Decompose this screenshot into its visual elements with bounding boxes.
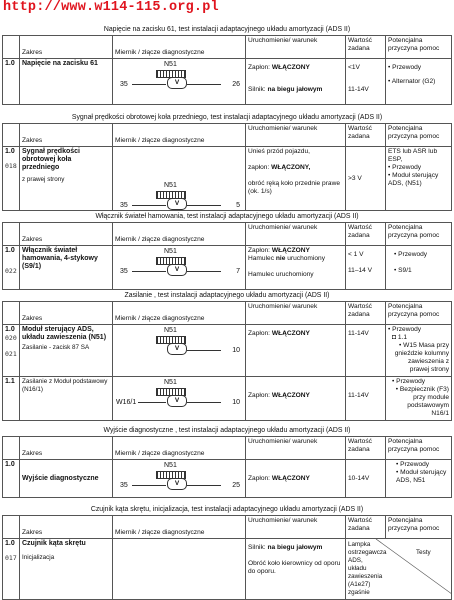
section-title: Zasilanie , test instalacji adaptacyjnego układu amortyzacji (ADS II) [124, 292, 330, 299]
test-code: 018 [5, 162, 17, 170]
header-przyczyna: Potencjalna przyczyna pomoc [386, 437, 452, 460]
condition-value: WŁĄCZONY [271, 247, 310, 254]
test-name: Napięcie na zacisku 61 [22, 60, 98, 67]
header-miernik: Miernik / złącze diagnostyczne [113, 302, 246, 325]
header-wartosc: Wartość zadana [346, 36, 386, 59]
connector-label: N51 [164, 462, 177, 469]
voltmeter-icon: V [167, 343, 187, 355]
header-miernik: Miernik / złącze diagnostyczne [113, 516, 246, 539]
condition-value: WŁĄCZONY [271, 64, 310, 71]
section-diagnostic-output [2, 425, 452, 498]
condition-value: na biegu jałowym [267, 86, 323, 93]
target-value: 11-14V [348, 330, 369, 337]
table-header [3, 124, 452, 147]
table-row [3, 377, 452, 421]
condition-label: Zapłon: [248, 330, 270, 337]
test-sub: z prawej strony [22, 176, 65, 183]
connector-label: N51 [164, 327, 177, 334]
cause-item: • Moduł sterujący ADS, (N51) [388, 172, 439, 187]
table-header [3, 516, 452, 539]
test-table [2, 436, 452, 498]
voltmeter-icon: V [167, 198, 187, 210]
cause-item: Testy [416, 549, 431, 556]
condition-value: nie [275, 255, 286, 262]
header-miernik: Miernik / złącze diagnostyczne [113, 36, 246, 59]
target-value: <1V [348, 64, 360, 71]
header-zakres: Zakres [20, 223, 113, 246]
condition-label: Zapłon: [248, 247, 270, 254]
test-code: 020 [5, 334, 17, 342]
step-number: 1.0 [5, 540, 15, 547]
multimeter-diagram [116, 461, 242, 489]
section-title: Czujnik kąta skrętu, inicjalizacja, test instalacji adaptacyjnego układu amortyzacji (ADS II) [90, 506, 364, 513]
section-title: Sygnał prędkości obrotowej koła przedniego, test instalacji adaptacyjnego układu amortyzacji (ADS II) [71, 114, 383, 121]
cause-item: • Przewody [388, 164, 422, 171]
table-row [3, 147, 452, 211]
test-table [2, 222, 452, 290]
header-przyczyna: Potencjalna przyczyna pomoc [386, 516, 452, 539]
pin-left: 35 [120, 81, 128, 88]
condition-label: uruchomiony [287, 255, 325, 262]
condition-label: Silnik: [248, 86, 266, 93]
section-brake-switch [2, 211, 452, 290]
header-wartosc: Wartość zadana [346, 223, 386, 246]
test-table [2, 123, 452, 211]
header-miernik: Miernik / złącze diagnostyczne [113, 223, 246, 246]
pin-left: 35 [120, 268, 128, 275]
test-name: Zasilanie z Moduł podstawowy (N16/1) [22, 378, 108, 393]
cause-item: • Przewody [394, 251, 428, 258]
section-wheel-speed [2, 112, 452, 211]
step-number: 1.0 [5, 326, 15, 333]
test-name: Sygnał prędkości obrotowej koła przedniego [22, 148, 80, 171]
header-uruchomienie: Uruchomienie/ warunek [246, 223, 346, 246]
pin-right: 25 [232, 482, 240, 489]
connector-label: N51 [164, 182, 177, 189]
test-code: 021 [5, 350, 17, 358]
header-zakres: Zakres [20, 36, 113, 59]
condition-label: Zapłon: [248, 474, 270, 482]
table-row [3, 59, 452, 105]
header-miernik: Miernik / złącze diagnostyczne [113, 124, 246, 147]
header-zakres: Zakres [20, 516, 113, 539]
cause-item: • Przewody [388, 64, 422, 71]
connector-label: N51 [164, 61, 177, 68]
pin-right: 7 [236, 268, 240, 275]
step-number: 1.1 [3, 377, 20, 421]
condition-text: Unieś przód pojazdu, [248, 148, 310, 155]
table-header [3, 302, 452, 325]
condition-value: WŁĄCZONY [271, 392, 310, 399]
multimeter-diagram [116, 60, 242, 88]
table-row [3, 460, 452, 498]
condition-label: Silnik: [248, 544, 266, 551]
voltmeter-icon: V [167, 478, 187, 490]
target-value: 11-14V [348, 392, 369, 399]
step-number: 1.0 [5, 148, 15, 155]
cause-item: • Przewody [396, 461, 430, 468]
header-uruchomienie: Uruchomienie/ warunek [246, 437, 346, 460]
target-value: 11-14V [348, 86, 369, 93]
cause-item: • S9/1 [394, 267, 412, 274]
cause-item: ◘ 1.1 [392, 334, 407, 341]
cause-item: • Bezpiecznik (F3) przy module podstawowym N16/1 [395, 386, 449, 417]
voltmeter-icon: V [167, 77, 187, 89]
target-value: < 1 V [348, 251, 364, 258]
cause-item: • Alternator (G2) [388, 78, 436, 85]
connector-label: N51 [164, 379, 177, 386]
target-value: 11–14 V [348, 267, 373, 274]
multimeter-diagram [116, 181, 242, 209]
voltmeter-icon: V [167, 264, 187, 276]
condition-text: Obróć koło kierownicy od oporu do oporu. [248, 560, 341, 575]
header-miernik: Miernik / złącze diagnostyczne [113, 437, 246, 460]
test-name: Włącznik świateł hamowania, 4-stykowy (S9/1) [22, 247, 98, 270]
section-title: Napięcie na zacisku 61, test instalacji adaptacyjnego układu amortyzacji (ADS II) [103, 26, 351, 33]
pin-left: 35 [120, 482, 128, 489]
cause-item: ETS lub ASR lub ESP, [388, 148, 438, 163]
header-przyczyna: Potencjalna przyczyna pomoc [386, 36, 452, 59]
step-number: 1.0 [3, 59, 20, 105]
condition-label: zapłon: [248, 164, 270, 171]
section-terminal-61 [2, 24, 452, 105]
header-uruchomienie: Uruchomienie/ warunek [246, 124, 346, 147]
header-przyczyna: Potencjalna przyczyna pomoc [386, 223, 452, 246]
target-value: Lampka ostrzegawcza ADS, układu zawieszenia (A1e27) zgaśnie [348, 541, 387, 596]
condition-text: Hamulec uruchomiony [248, 271, 314, 278]
voltmeter-icon: V [167, 395, 187, 407]
multimeter-diagram [116, 378, 242, 406]
header-wartosc: Wartość zadana [346, 302, 386, 325]
test-sub: Inicjalizacja [22, 554, 55, 561]
condition-text: obróć ręką koło przednie prawe (ok. 1/s) [248, 180, 340, 195]
condition-label: Zapłon: [248, 392, 270, 399]
cause-item: • Moduł sterujący ADS, N51 [396, 469, 447, 484]
pin-right: 5 [236, 202, 240, 209]
section-power-supply [2, 290, 452, 421]
target-value: >3 V [348, 174, 362, 182]
pin-right: 10 [232, 399, 240, 406]
test-code: 022 [5, 267, 17, 275]
header-przyczyna: Potencjalna przyczyna pomoc [386, 124, 452, 147]
cause-item: • W15 Masa przy gnieździe kolumny zawieszenia z prawej strony [394, 342, 449, 373]
header-przyczyna: Potencjalna przyczyna pomoc [386, 302, 452, 325]
condition-label: Hamulec [248, 255, 275, 262]
condition-value: na biegu jałowym [267, 544, 323, 551]
connector-label: N51 [164, 248, 177, 255]
test-sub: Zasilanie - zacisk 87 SA [22, 344, 90, 351]
header-wartosc: Wartość zadana [346, 124, 386, 147]
site-url[interactable]: http://www.w114-115.org.pl [3, 0, 219, 15]
test-name: Czujnik kąta skrętu [22, 540, 86, 547]
pin-left: W16/1 [116, 399, 137, 406]
pin-right: 26 [232, 81, 240, 88]
table-header [3, 437, 452, 460]
header-uruchomienie: Uruchomienie/ warunek [246, 36, 346, 59]
multimeter-diagram [116, 326, 242, 354]
cause-item: • Przewody [388, 326, 422, 333]
test-table [2, 515, 452, 600]
header-zakres: Zakres [20, 124, 113, 147]
test-name: Moduł sterujący ADS, układu zawieszenia (N51) [22, 326, 107, 341]
condition-value: WŁĄCZONY [271, 330, 310, 337]
table-row [3, 325, 452, 377]
section-title: Włącznik świateł hamowania, test instalacji adaptacyjnego układu amortyzacji (ADS II) [95, 213, 359, 220]
test-table [2, 301, 452, 421]
header-uruchomienie: Uruchomienie/ warunek [246, 302, 346, 325]
table-row [3, 246, 452, 290]
target-value: 10-14V [348, 474, 370, 482]
condition-value: WŁĄCZONY, [271, 164, 311, 171]
section-steering-angle [2, 504, 452, 600]
header-zakres: Zakres [20, 302, 113, 325]
table-header [3, 36, 452, 59]
condition-value: WŁĄCZONY [271, 474, 310, 482]
section-title: Wyjście diagnostyczne , test instalacji adaptacyjnego układu amortyzacji (ADS II) [103, 427, 351, 434]
pin-left: 35 [120, 202, 128, 209]
test-name: Wyjście diagnostyczne [22, 474, 99, 482]
header-uruchomienie: Uruchomienie/ warunek [246, 516, 346, 539]
header-wartosc: Wartość zadana [346, 516, 386, 539]
cause-item: • Przewody [392, 378, 426, 385]
condition-label: Zapłon: [248, 64, 270, 71]
header-zakres: Zakres [20, 437, 113, 460]
multimeter-diagram [116, 247, 242, 275]
step-number: 1.0 [3, 460, 20, 498]
test-code: 017 [5, 554, 17, 562]
header-wartosc: Wartość zadana [346, 437, 386, 460]
step-number: 1.0 [5, 247, 15, 254]
test-table [2, 35, 452, 105]
pin-right: 10 [232, 347, 240, 354]
table-header [3, 223, 452, 246]
table-row [3, 539, 452, 600]
